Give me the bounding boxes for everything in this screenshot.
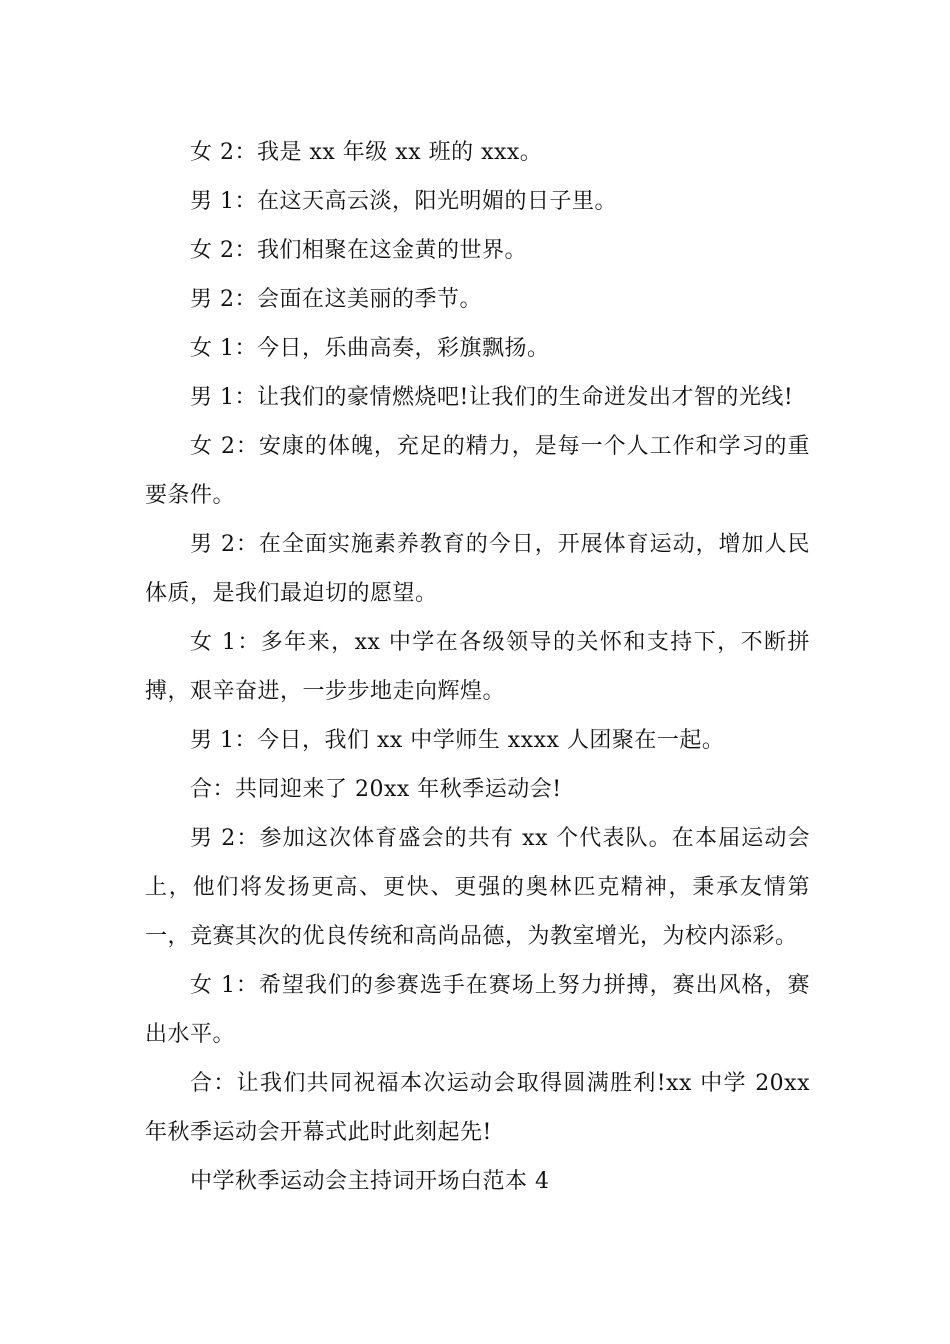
paragraph: 男 2：参加这次体育盛会的共有 xx 个代表队。在本届运动会上，他们将发扬更高、更快、更强的奥林匹克精神，秉承友情第一，竞赛其次的优良传统和高尚品德，为教室增光，为校内添彩。 — [145, 826, 810, 949]
paragraph: 合：共同迎来了 20xx 年秋季运动会! — [190, 777, 562, 802]
paragraph: 女 1：今日，乐曲高奏，彩旗飘扬。 — [190, 336, 550, 361]
paragraph: 女 2：我是 xx 年级 xx 班的 xxx。 — [190, 140, 543, 165]
paragraph: 男 1：在这天高云淡，阳光明媚的日子里。 — [190, 189, 617, 214]
document-body — [145, 128, 810, 1206]
paragraph: 男 1：今日，我们 xx 中学师生 xxxx 人团聚在一起。 — [190, 728, 725, 753]
paragraph: 男 2：会面在这美丽的季节。 — [190, 287, 482, 312]
paragraph: 女 1：希望我们的参赛选手在赛场上努力拼搏，赛出风格，赛出水平。 — [145, 973, 810, 1047]
paragraph: 女 2：安康的体魄，充足的精力，是每一个人工作和学习的重要条件。 — [145, 434, 810, 508]
paragraph: 男 2：在全面实施素养教育的今日，开展体育运动，增加人民体质，是我们最迫切的愿望。 — [145, 532, 810, 606]
paragraph: 合：让我们共同祝福本次运动会取得圆满胜利!xx 中学 20xx 年秋季运动会开幕式此时此刻起先! — [145, 1071, 810, 1145]
paragraph: 女 1：多年来，xx 中学在各级领导的关怀和支持下，不断拼搏，艰辛奋进，一步步地走向辉煌。 — [145, 630, 810, 704]
paragraph: 男 1：让我们的豪情燃烧吧!让我们的生命迸发出才智的光线! — [190, 385, 794, 410]
paragraph: 女 2：我们相聚在这金黄的世界。 — [190, 238, 527, 263]
section-heading: 中学秋季运动会主持词开场白范本 4 — [190, 1169, 550, 1194]
